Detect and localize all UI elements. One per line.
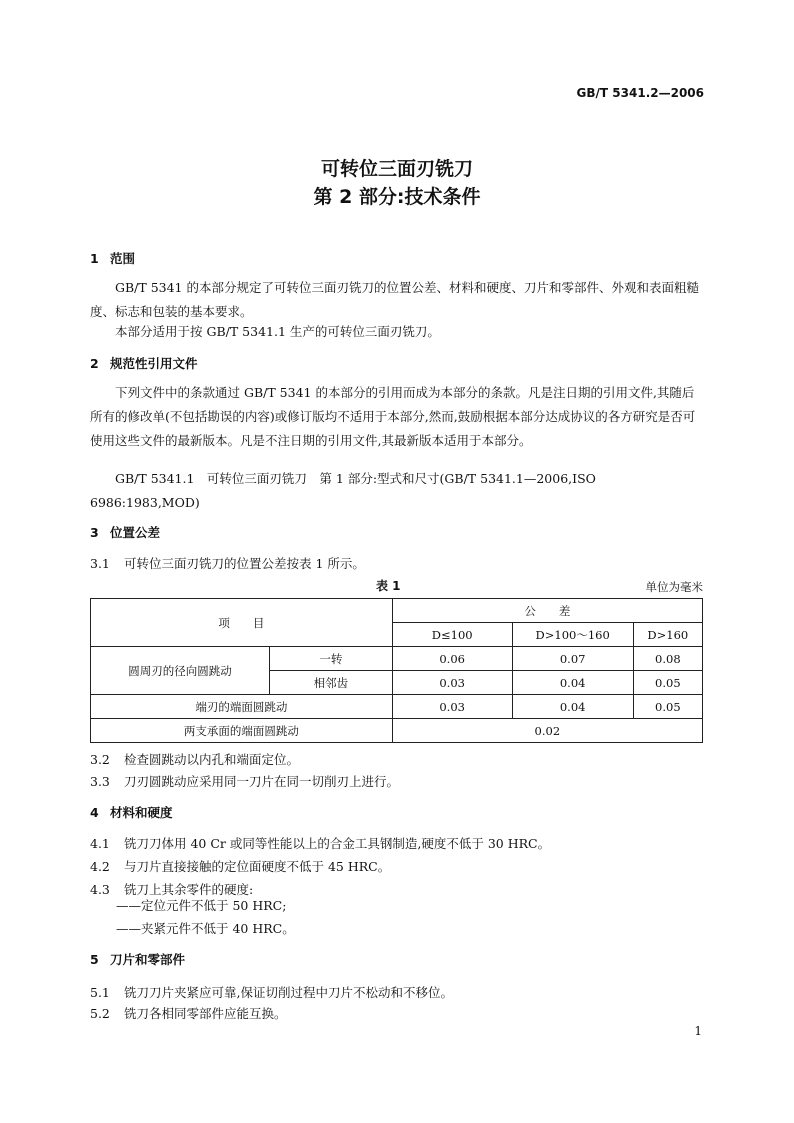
section-heading-1: [90, 249, 135, 267]
clause-text: 与刀片直接接触的定位面硬度不低于 45 HRC。: [124, 859, 391, 874]
table-header-item: 项 目: [91, 599, 393, 647]
section-number: 3: [90, 525, 99, 540]
clause-number: 3.2: [90, 752, 110, 767]
document-subtitle: 第 2 部分:技术条件: [313, 186, 481, 208]
table-caption: 表 1: [376, 579, 401, 593]
clause-number: 3.1: [90, 556, 110, 571]
section-heading-2: [90, 354, 198, 372]
row-label: 圆周刃的径向圆跳动: [91, 647, 270, 695]
paragraph: 本部分适用于按 GB/T 5341.1 生产的可转位三面刃铣刀。: [115, 324, 440, 339]
page-number: 1: [694, 1024, 702, 1038]
table-cell: 0.02: [392, 719, 702, 743]
clause-number: 4.3: [90, 882, 110, 897]
clause-number: 5.1: [90, 985, 110, 1000]
section-number: 2: [90, 356, 99, 371]
table-row: [91, 695, 703, 719]
section-title: 材料和硬度: [110, 805, 173, 820]
clause-text: 铣刀各相同零部件应能互换。: [124, 1006, 287, 1021]
column-header: D≤100: [392, 623, 512, 647]
table-cell: 0.08: [633, 647, 702, 671]
table-cell: 0.05: [633, 671, 702, 695]
table-unit: 单位为毫米: [645, 580, 703, 594]
clause-5-2: [90, 1004, 287, 1022]
section-title: 规范性引用文件: [110, 356, 198, 371]
clause-text: 铣刀刀体用 40 Cr 或同等性能以上的合金工具钢制造,硬度不低于 30 HRC。: [124, 836, 551, 851]
clause-text: 铣刀上其余零件的硬度:: [124, 882, 254, 897]
clause-text: 刀刃圆跳动应采用同一刀片在同一切削刃上进行。: [124, 774, 400, 789]
section-title: 位置公差: [110, 525, 161, 540]
paragraph: GB/T 5341 的本部分规定了可转位三面刃铣刀的位置公差、材料和硬度、刀片和零部件、外观和表面粗糙度、标志和包装的基本要求。: [90, 280, 699, 319]
column-header: D>160: [633, 623, 702, 647]
section-number: 5: [90, 952, 99, 967]
table-cell: 0.03: [392, 671, 512, 695]
section-heading-4: [90, 803, 173, 821]
table-cell: 0.04: [512, 695, 633, 719]
clause-text: 铣刀刀片夹紧应可靠,保证切削过程中刀片不松动和不移位。: [124, 985, 453, 1000]
section-heading-5: [90, 950, 185, 968]
clause-3-3: [90, 772, 399, 790]
table-cell: 0.06: [392, 647, 512, 671]
clause-3-2: [90, 750, 299, 768]
row-label: 端刃的端面圆跳动: [91, 695, 393, 719]
clause-5-1: [90, 983, 453, 1001]
paragraph: 下列文件中的条款通过 GB/T 5341 的本部分的引用而成为本部分的条款。凡是注日期的引用文件,其随后所有的修改单(不包括勘误的内容)或修订版均不适用于本部分,然而,鼓励根据本部分达成协议的各方研究是否可使用这些文件的最新版本。凡是不注日期的引用文件,其最新版本适用于本部分。: [90, 385, 696, 448]
section-number: 4: [90, 805, 99, 820]
document-title: 可转位三面刃铣刀: [320, 158, 473, 180]
dash-list-item: ——定位元件不低于 50 HRC;: [116, 898, 287, 913]
table-row: [91, 719, 703, 743]
table-cell: 0.03: [392, 695, 512, 719]
column-header: D>100～160: [512, 623, 633, 647]
clause-4-1: [90, 834, 550, 852]
table-cell: 0.07: [512, 647, 633, 671]
clause-number: 4.2: [90, 859, 110, 874]
clause-number: 3.3: [90, 774, 110, 789]
row-sublabel: 相邻齿: [270, 671, 393, 695]
row-sublabel: 一转: [270, 647, 393, 671]
section-title: 刀片和零部件: [110, 952, 186, 967]
clause-3-1: [90, 554, 365, 572]
dash-list-item: ——夹紧元件不低于 40 HRC。: [116, 921, 295, 936]
section-title: 范围: [110, 251, 136, 266]
table-cell: 0.04: [512, 671, 633, 695]
table-cell: 0.05: [633, 695, 702, 719]
clause-number: 5.2: [90, 1006, 110, 1021]
clause-text: 检查圆跳动以内孔和端面定位。: [124, 752, 300, 767]
tolerance-table: [90, 598, 703, 743]
table-row: [91, 647, 703, 671]
standard-number: GB/T 5341.2—2006: [576, 86, 704, 100]
section-number: 1: [90, 251, 99, 266]
clause-text: 可转位三面刃铣刀的位置公差按表 1 所示。: [124, 556, 365, 571]
table-header-tolerance: 公 差: [392, 599, 702, 623]
clause-number: 4.1: [90, 836, 110, 851]
clause-4-2: [90, 857, 390, 875]
section-heading-3: [90, 523, 160, 541]
normative-reference: GB/T 5341.1 可转位三面刃铣刀 第 1 部分:型式和尺寸(GB/T 5341.1—2006,ISO 6986:1983,MOD): [90, 471, 596, 510]
row-label: 两支承面的端面圆跳动: [91, 719, 393, 743]
